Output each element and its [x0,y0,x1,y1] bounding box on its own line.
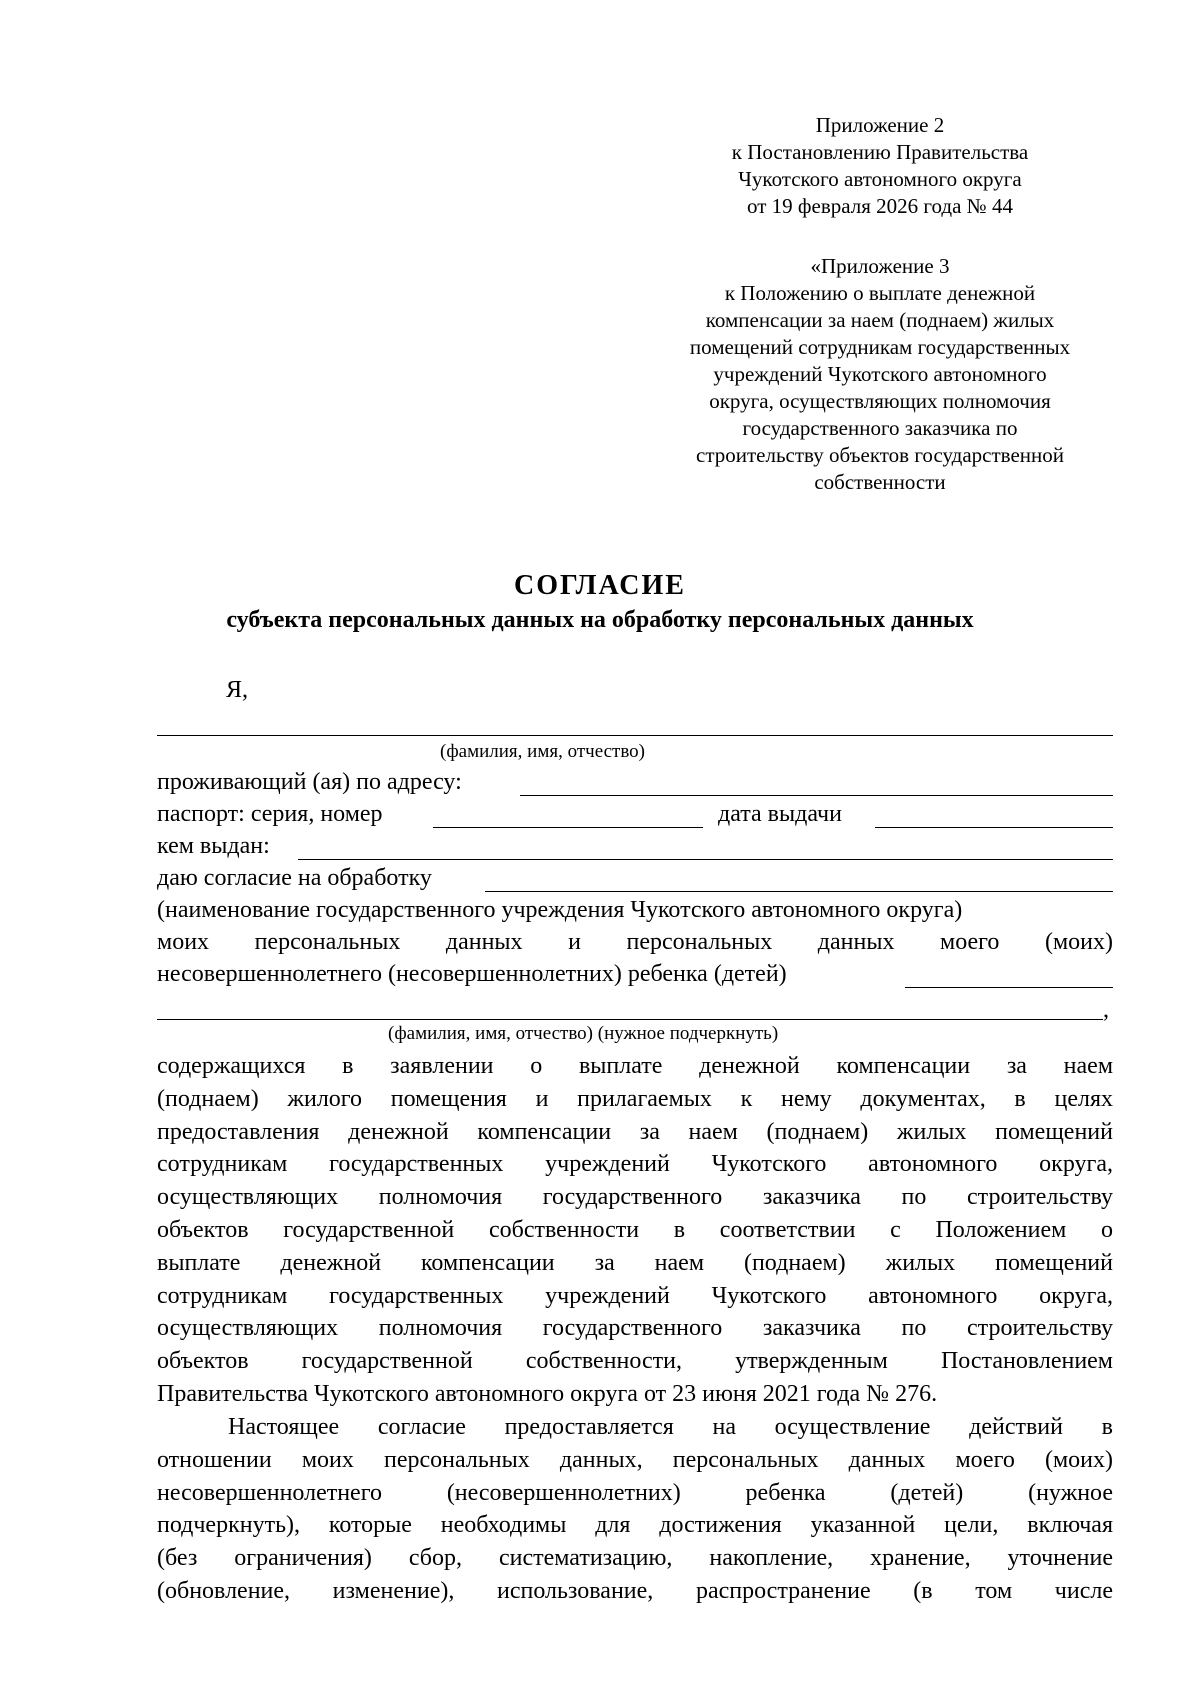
header-line: к Положению о выплате денежной [724,281,1036,305]
child-line-2: несовершеннолетнего (несовершеннолетних) ребенка (детей) [157,961,787,987]
header-line: «Приложение 3 [810,254,950,278]
appendix-2-header [640,112,1120,220]
issue-date-label: дата выдачи [718,801,842,827]
address-blank-line[interactable] [520,795,1113,796]
document-subtitle: субъекта персональных данных на обработку персональных данных [226,607,974,633]
header-line: Чукотского автономного округа [738,167,1022,191]
fio-hint: (фамилия, имя, отчество) [440,741,646,762]
paragraph-2 [157,1411,1113,1608]
header-line: к Постановлению Правительства [731,140,1029,164]
text-line: (без ограничения) сбор, систематизацию, накопление, хранение, уточнение [157,1545,1113,1572]
text-line: содержащихся в заявлении о выплате денежной компенсации за наем [157,1053,1113,1079]
text-line: Правительства Чукотского автономного округа от 23 июня 2021 года № 276. [157,1380,938,1407]
i-label: Я, [226,677,249,703]
text-line: несовершеннолетнего (несовершеннолетних) ребенка (детей) (нужное [157,1479,1113,1506]
institution-blank-line[interactable] [485,891,1113,892]
text-line: объектов государственной собственности в соответствии с Положением о [157,1216,1113,1243]
appendix-3-header [640,253,1120,496]
text-line: предоставления денежной компенсации за наем (поднаем) жилых помещений [157,1118,1113,1145]
header-line: собственности [814,470,946,494]
header-line: округа, осуществляющих полномочия [709,389,1051,413]
text-line: моих персональных данных и персональных данных моего (моих) [157,929,1113,955]
text-line: выплате денежной компенсации за наем (поднаем) жилых помещений [157,1249,1113,1276]
document-title: СОГЛАСИЕ [514,570,686,601]
passport-number-blank-line[interactable] [433,827,703,828]
text-line: сотрудникам государственных учреждений Чукотского автономного округа, [157,1282,1113,1309]
text-line: сотрудникам государственных учреждений Чукотского автономного округа, [157,1151,1113,1178]
text-line: осуществляющих полномочия государственного заказчика по строительству [157,1184,1113,1211]
text-line: (поднаем) жилого помещения и прилагаемых к нему документах, в целях [157,1085,1113,1112]
text-line: осуществляющих полномочия государственного заказчика по строительству [157,1315,1113,1342]
issue-date-blank-line[interactable] [875,827,1113,828]
child-name-blank-line-2[interactable] [157,1019,1103,1020]
text-line: объектов государственной собственности, утвержденным Постановлением [157,1348,1113,1375]
comma: , [1103,997,1109,1023]
issued-by-label: кем выдан: [157,833,270,859]
child-name-blank-line-1[interactable] [905,987,1113,988]
text-line: (обновление, изменение), использование, распространение (в том числе [157,1577,1113,1604]
header-line: от 19 февраля 2026 года № 44 [747,194,1013,218]
header-line: Приложение 2 [815,113,945,137]
text-line: подчеркнуть), которые необходимы для достижения указанной цели, включая [157,1512,1113,1539]
institution-hint: (наименование государственного учреждения Чукотского автономного округа) [157,897,963,923]
text-line: Настоящее согласие предоставляется на осуществление действий в [228,1414,1113,1440]
header-line: учреждений Чукотского автономного [713,362,1047,386]
passport-label: паспорт: серия, номер [157,801,383,827]
address-label: проживающий (ая) по адресу: [157,769,462,795]
header-line: помещений сотрудникам государственных [689,335,1071,359]
header-line: строительству объектов государственной [696,443,1064,467]
child-consent-text [157,926,1113,959]
child-hint: (фамилия, имя, отчество) (нужное подчеркнуть) [388,1023,779,1044]
fio-blank-line[interactable] [157,735,1113,736]
text-line: отношении моих персональных данных, персональных данных моего (моих) [157,1446,1113,1473]
issued-by-blank-line[interactable] [298,859,1113,860]
paragraph-1 [157,1050,1113,1411]
header-line: государственного заказчика по [742,416,1018,440]
consent-label: даю согласие на обработку [157,865,432,891]
header-line: компенсации за наем (поднаем) жилых [705,308,1055,332]
